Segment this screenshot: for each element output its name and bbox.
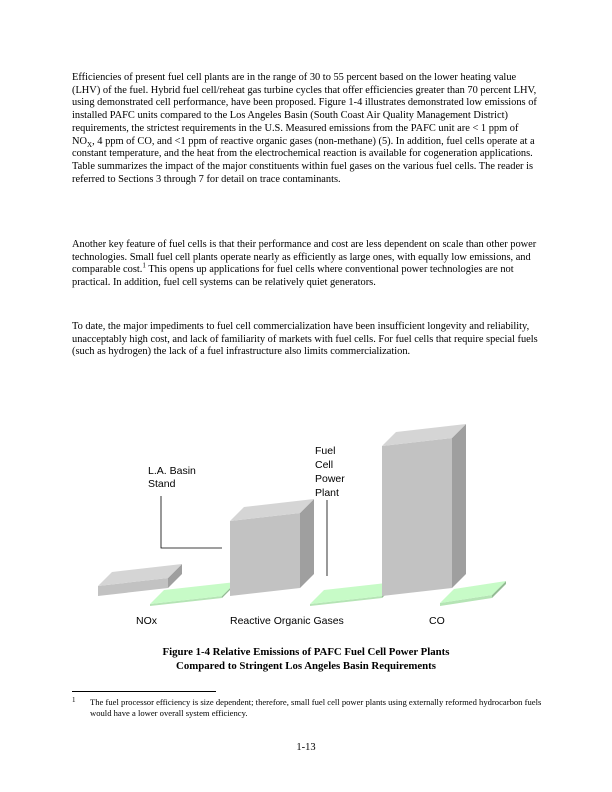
page-number: 1-13 [296,742,316,753]
fuelcell-label-line3: Power [315,473,345,485]
figure-caption-line2: Compared to Stringent Los Angeles Basin Requirements [176,660,436,672]
emissions-chart [0,390,612,640]
footnote-ref: 1 [142,261,146,270]
standard-label-line1: L.A. Basin [148,465,196,477]
standard-label-line2: Stand [148,478,176,490]
fuelcell-label-line2: Cell [315,459,334,471]
nox-subscript: X [87,140,93,149]
footnote-text: The fuel processor efficiency is size dependent; therefore, small fuel cell power plants using externally reformed hydrocarbon fuels would have a lower overall system efficiency. [90,697,542,718]
bar-standard-reactive-organic-gases [230,499,314,596]
category-label: CO [429,615,445,627]
bar-standard-co [382,424,466,596]
paragraph-scale: Another key feature of fuel cells is that their performance and cost are less dependent on scale than other power technologies. Small fuel cell plants operate nearly as efficiently as large ones, with equally low emissions, and comparable cost.$^1$ This opens up applications for fuel cells where conventional power technologies are not practical. In addition, fuel cell systems can be relatively quiet generators. [72,239,537,289]
footnote [72,697,542,719]
footnote-mark: 1 [72,696,76,704]
paragraph-efficiency: Efficiencies of present fuel cell plants are in the range of 30 to 55 percent based on the lower heating value (LHV) of the fuel. Hybrid fuel cell/reheat gas turbine cycles that offer efficiencies greater than 70 percent LHV, using demonstrated cell performance, have been proposed. Figure 1-4 illustrates demonstrated low emissions of installed PAFC units compared to the Los Angeles Basin (South Coast Air Quality Management District) requirements, the strictest requirements in the U.S. Measured emissions from the PAFC unit are < 1 ppm of $NO_X$, 4 ppm of CO, and <1 ppm of reactive organic gases (non-methane) (5). In addition, fuel cells operate at a constant temperature, and the heat from the electrochemical reaction is available for cogeneration applications. Table summarizes the impact of the major constituents within fuel gases on the various fuel cells. The reader is referred to Sections 3 through 7 for detail on trace contaminants. [72,72,537,185]
fuelcell-label-line1: Fuel [315,445,336,457]
category-label: Reactive Organic Gases [230,615,344,627]
standard-leader-line [161,496,222,548]
paragraph-impediments: To date, the major impediments to fuel cell commercialization have been insufficient longevity and reliability, unacceptably high cost, and lack of familiarity of markets with fuel cells. For fuel cells that require special fuels (such as hydrogen) the lack of a fuel infrastructure also limits commercialization. [72,321,538,358]
category-label: NOx [136,615,157,627]
fuelcell-label-line4: Plant [315,487,339,499]
figure-caption-line1: Figure 1-4 Relative Emissions of PAFC Fuel Cell Power Plants [162,646,450,658]
footnote-divider [72,691,216,692]
